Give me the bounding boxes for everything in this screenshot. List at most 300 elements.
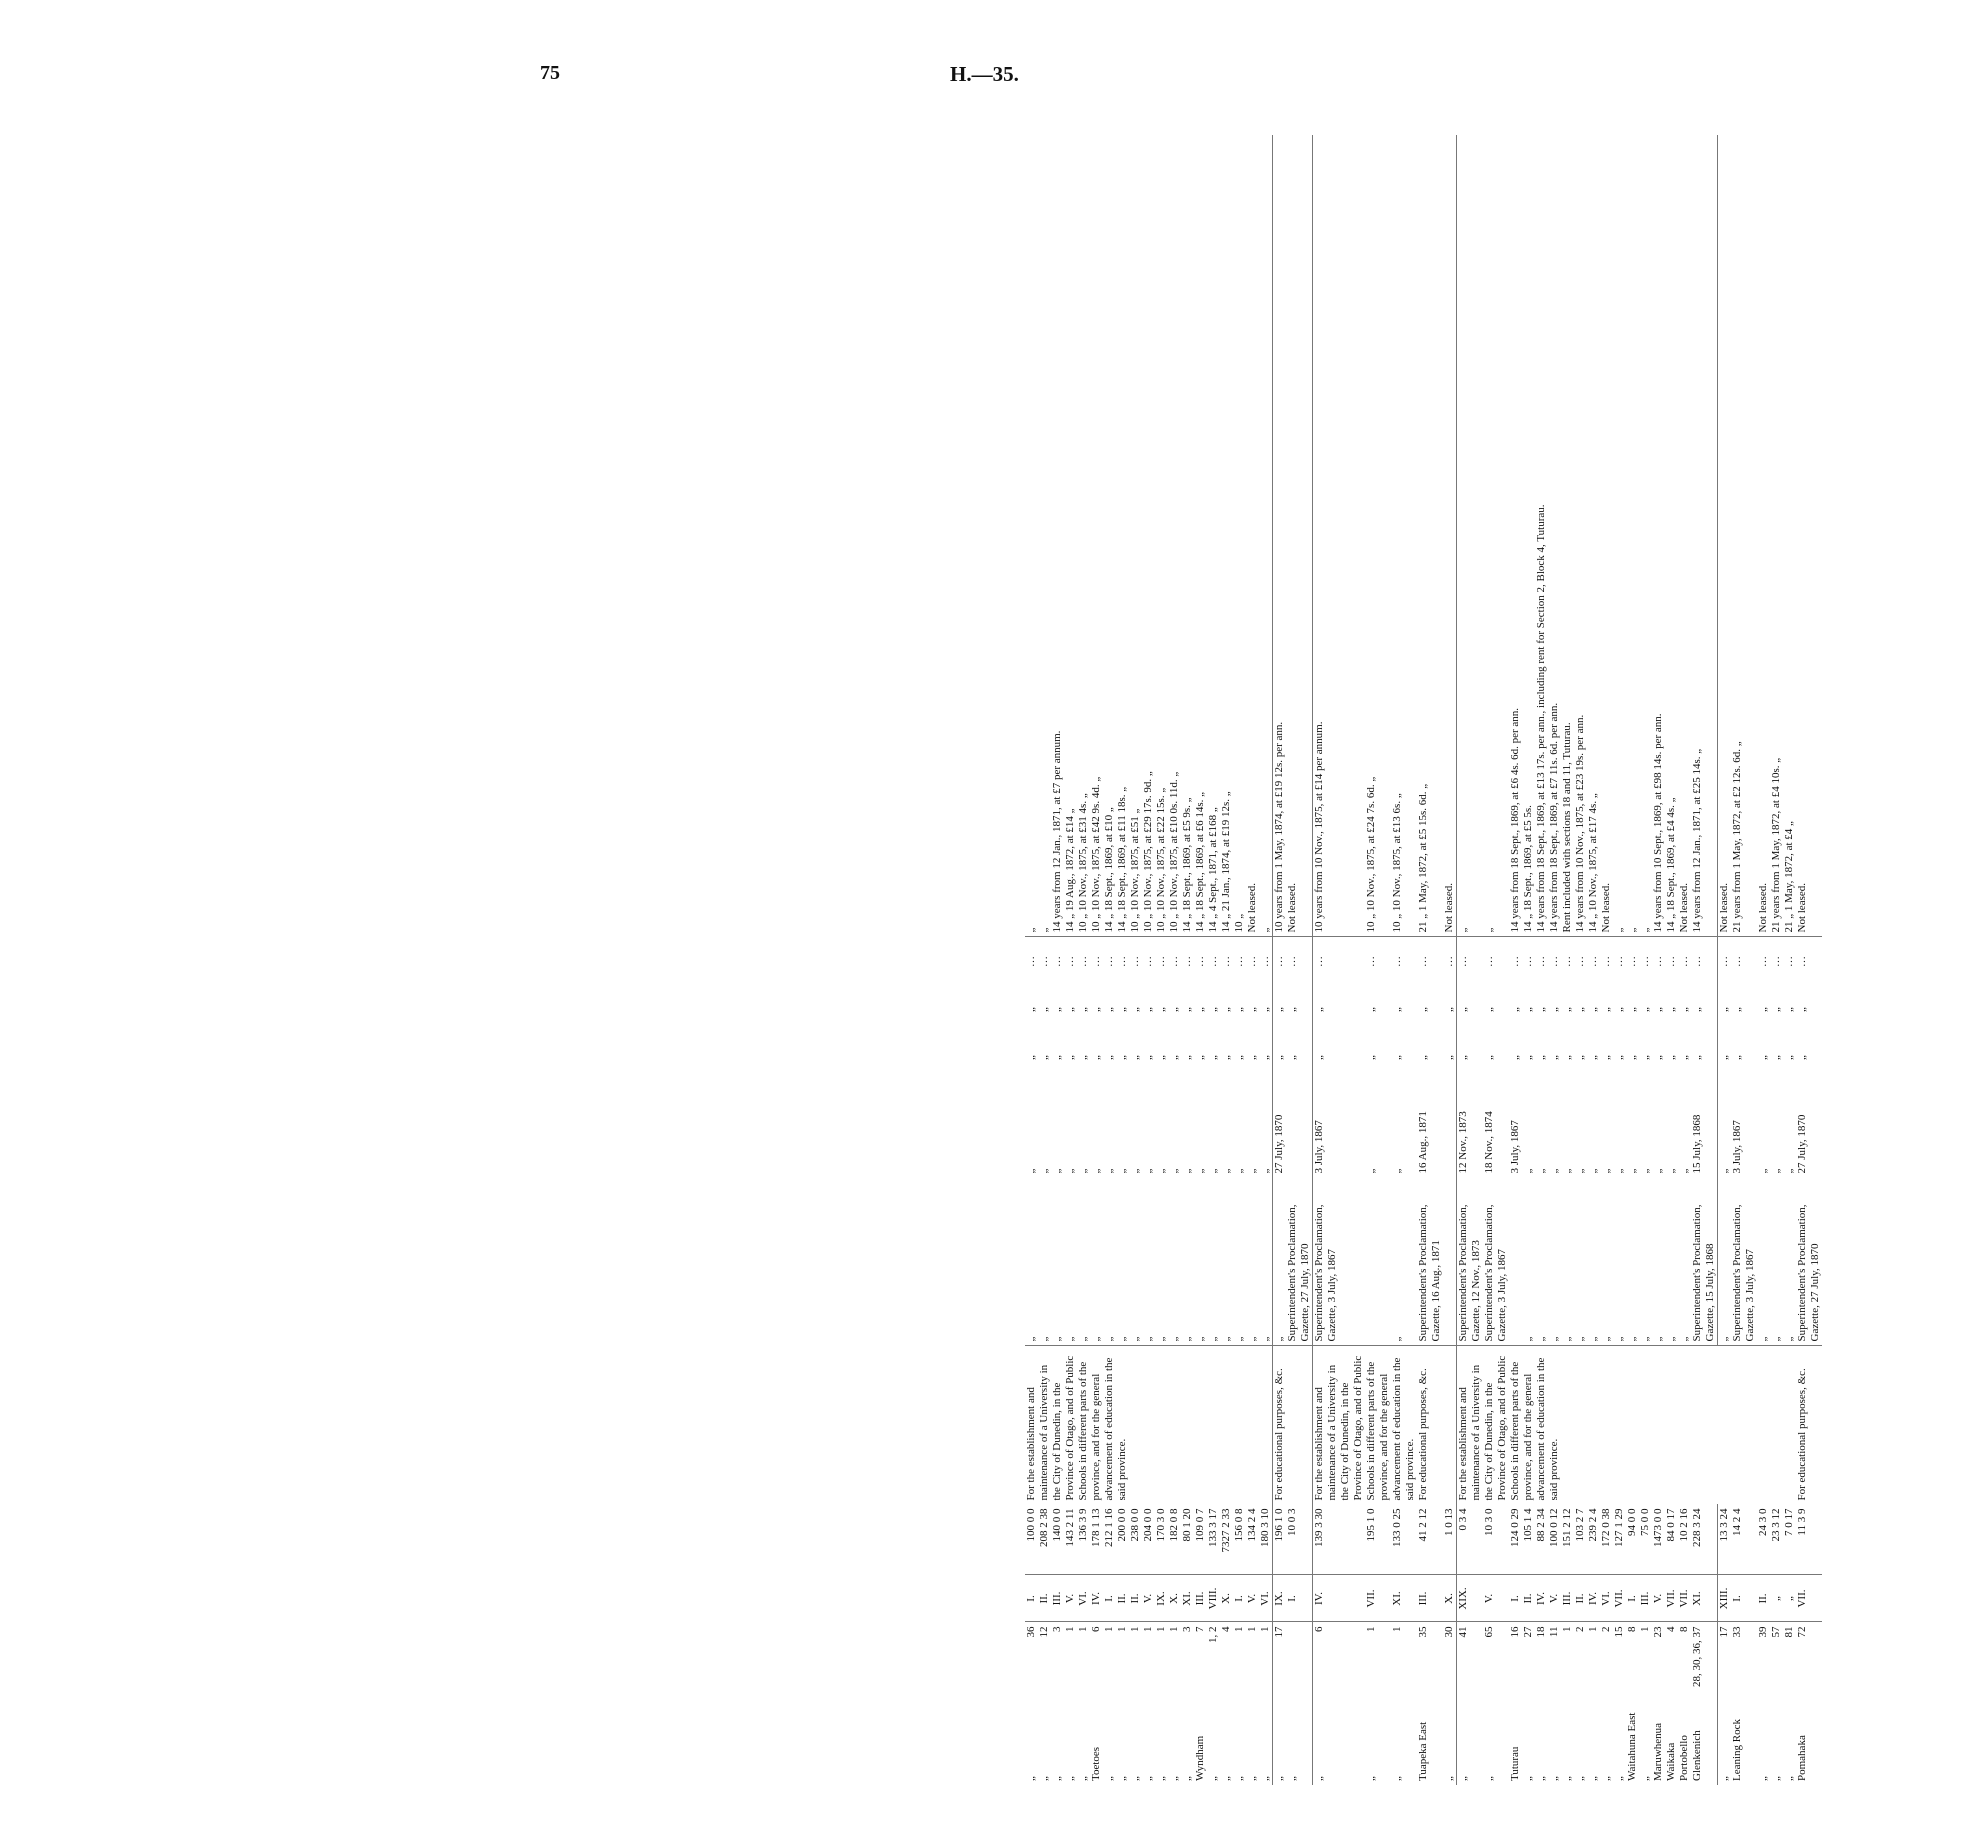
date-cell: „	[1639, 1168, 1651, 1174]
section-cell: 1	[1365, 1626, 1378, 1632]
ditto-cell: „	[1168, 1055, 1180, 1060]
authority-cell: Superintendent's Proclamation, Gazette, 15 July, 1868	[1691, 1178, 1718, 1347]
section-cell: 2	[1574, 1626, 1586, 1632]
section-cell: 6	[1313, 1622, 1366, 1691]
area-cell: 195 1 0	[1365, 1508, 1378, 1542]
authority-cell: „	[1391, 1178, 1417, 1347]
lease-cell: Not leased.	[1757, 883, 1769, 933]
block-cell: I.	[1626, 1575, 1639, 1622]
authority-cell: „	[1246, 1178, 1259, 1347]
lease-cell: 14 years from 12 Jan., 1871, at £25 14s. „	[1691, 748, 1703, 933]
block-cell: VII.	[1365, 1575, 1391, 1622]
date-cell: „	[1718, 1082, 1732, 1178]
lease-cell: „	[1259, 927, 1271, 933]
ditto-cell: „	[1391, 1055, 1404, 1060]
ditto-cell: „	[1273, 1034, 1287, 1082]
ditto-cell: „	[1639, 1007, 1651, 1012]
locality-cell: Waitahuna East	[1626, 1712, 1638, 1781]
ditto-cell: „	[1757, 1055, 1769, 1060]
area-cell: 100 0 12	[1548, 1508, 1560, 1547]
ditto-cell: „	[1600, 1007, 1612, 1012]
block-cell: II.	[1129, 1575, 1142, 1622]
table-row	[1548, 135, 1561, 1785]
ditto-cell: …	[1207, 937, 1220, 986]
authority-cell: „	[1259, 1178, 1273, 1347]
area-cell: 133 0 25	[1391, 1508, 1404, 1547]
ditto-cell: „	[1548, 1055, 1560, 1060]
ditto-cell: „	[1718, 986, 1732, 1034]
lease-cell: 14 years from 10 Nov., 1875, at £23 19s. per ann.	[1574, 714, 1586, 933]
section-cell: 28, 30, 36, 37	[1691, 1626, 1703, 1687]
table-row	[1259, 135, 1273, 1785]
area-cell: 200 0 0	[1116, 1508, 1128, 1542]
ditto-cell: „	[1509, 1055, 1521, 1060]
ditto-cell: „	[1731, 1055, 1743, 1060]
ditto-cell: „	[1652, 1007, 1664, 1012]
locality-cell: „	[1077, 1776, 1089, 1781]
area-cell: 94 0 0	[1626, 1508, 1638, 1536]
date-cell: „	[1116, 1168, 1128, 1174]
ditto-cell: …	[1259, 937, 1273, 986]
authority-cell: „	[1548, 1178, 1561, 1347]
table-row	[1313, 135, 1366, 1785]
area-cell: 109 0 7	[1194, 1508, 1206, 1542]
ditto-cell: „	[1691, 1007, 1703, 1012]
ditto-cell: „	[1259, 1007, 1271, 1012]
ditto-cell: „	[1691, 1055, 1703, 1060]
area-cell: 14 2 4	[1731, 1508, 1743, 1536]
lease-cell: 10 „ 10 Nov., 1875, at £51 „	[1129, 808, 1141, 933]
table-row	[1443, 135, 1457, 1785]
table-row	[1246, 135, 1259, 1785]
ditto-cell: „	[1207, 1007, 1219, 1012]
section-cell: 8	[1678, 1626, 1690, 1632]
ditto-cell: „	[1155, 1055, 1167, 1060]
date-cell: „	[1613, 1168, 1625, 1174]
table-row	[1509, 135, 1522, 1785]
authority-cell: „	[1116, 1178, 1129, 1347]
date-cell: „	[1626, 1168, 1638, 1174]
section-cell: 65	[1483, 1626, 1495, 1638]
authority-cell: Superintendent's Proclamation, Gazette, 27 July, 1870	[1796, 1178, 1822, 1347]
table-row	[1155, 135, 1168, 1785]
section-cell: 1	[1155, 1626, 1167, 1632]
ditto-cell: „	[1051, 1007, 1063, 1012]
table-row	[1757, 135, 1770, 1785]
locality-cell: „	[1639, 1776, 1651, 1781]
ditto-cell: „	[1483, 1007, 1495, 1012]
area-cell: 24 3 0	[1757, 1508, 1769, 1536]
lease-cell: „	[1038, 927, 1050, 933]
section-cell: 1	[1064, 1626, 1076, 1632]
date-cell: „	[1220, 1168, 1232, 1174]
ditto-cell: „	[1783, 1007, 1795, 1012]
lease-cell: Not leased.	[1718, 135, 1732, 937]
ditto-cell: „	[1626, 1007, 1638, 1012]
locality-cell: „	[1535, 1776, 1547, 1781]
authority-cell: „	[1678, 1178, 1691, 1347]
lease-cell: 14 „ 4 Sept., 1871, at £168 „	[1207, 807, 1219, 933]
date-cell: „	[1207, 1168, 1219, 1174]
block-cell: I.	[1233, 1575, 1246, 1622]
ditto-cell: …	[1535, 937, 1548, 986]
table-row	[1220, 135, 1233, 1785]
ditto-cell: „	[1574, 1007, 1586, 1012]
lease-cell: „	[1025, 927, 1037, 933]
section-cell: 72	[1796, 1626, 1808, 1638]
ditto-cell: …	[1783, 937, 1796, 986]
authority-cell: „	[1181, 1178, 1194, 1347]
block-cell: VIII.	[1207, 1575, 1220, 1622]
locality-cell: Tuturau	[1509, 1746, 1521, 1781]
section-cell: 8	[1626, 1626, 1638, 1632]
ditto-cell: „	[1665, 1007, 1677, 1012]
date-cell: „	[1129, 1168, 1141, 1174]
locality-cell: „	[1600, 1776, 1612, 1781]
ditto-cell: „	[1522, 1007, 1534, 1012]
block-cell: X.	[1220, 1575, 1233, 1622]
lease-cell: „	[1483, 927, 1495, 933]
ditto-cell: „	[1090, 1007, 1102, 1012]
section-cell: 1	[1168, 1626, 1180, 1632]
table-row	[1574, 135, 1587, 1785]
area-cell: 172 0 38	[1600, 1508, 1612, 1547]
ditto-cell: „	[1587, 1055, 1599, 1060]
ditto-cell: …	[1443, 937, 1457, 986]
ditto-cell: …	[1483, 937, 1509, 986]
ditto-cell: „	[1129, 1007, 1141, 1012]
purpose-cell: For the establishment and maintenance of a University in the City of Dunedin, in the Province of Otago, and of Public Schools in different parts of the province, and for the general advancement of education in the said province.	[1457, 1346, 1797, 1505]
ditto-cell: …	[1678, 937, 1691, 986]
block-cell: VI.	[1259, 1575, 1273, 1622]
ditto-cell: „	[1600, 1055, 1612, 1060]
ditto-cell: …	[1220, 937, 1233, 986]
date-cell: „	[1181, 1168, 1193, 1174]
locality-cell: „	[1220, 1776, 1232, 1781]
block-cell: II.	[1522, 1575, 1535, 1622]
block-cell: X.	[1443, 1575, 1457, 1622]
section-cell: 4	[1220, 1626, 1232, 1632]
block-cell: III.	[1561, 1575, 1574, 1622]
date-cell: „	[1194, 1168, 1206, 1174]
area-cell: 88 2 34	[1535, 1508, 1547, 1542]
ditto-cell: …	[1194, 937, 1207, 986]
section-cell: 57	[1770, 1626, 1782, 1638]
block-cell: II.	[1038, 1575, 1051, 1622]
ditto-cell: „	[1457, 986, 1484, 1034]
date-cell: „	[1155, 1168, 1167, 1174]
section-cell: 2	[1600, 1626, 1612, 1632]
table-row	[1522, 135, 1535, 1785]
locality-cell: „	[1038, 1776, 1050, 1781]
block-cell: II.	[1116, 1575, 1129, 1622]
section-cell: 1	[1561, 1626, 1573, 1632]
lease-cell: 21 „ 1 May, 1872, at £5 15s. 6d. „	[1417, 783, 1429, 933]
locality-cell: Maruwhenua	[1652, 1722, 1664, 1781]
ditto-cell: …	[1522, 937, 1535, 986]
purpose-cell: For educational purposes, &c.	[1273, 1346, 1313, 1505]
date-cell: „	[1600, 1168, 1612, 1174]
date-cell: 16 Aug., 1871	[1417, 1111, 1429, 1174]
ditto-cell: „	[1796, 1007, 1808, 1012]
ditto-cell: „	[1783, 1055, 1795, 1060]
ditto-cell: …	[1652, 937, 1665, 986]
ditto-cell: „	[1246, 1007, 1258, 1012]
date-cell: „	[1587, 1168, 1599, 1174]
locality-cell: „	[1181, 1776, 1193, 1781]
area-cell: 100 0 0	[1025, 1508, 1037, 1542]
ditto-cell: „	[1286, 1055, 1298, 1060]
ditto-cell: „	[1038, 1055, 1050, 1060]
locality-cell: „	[1365, 1776, 1378, 1781]
ditto-cell: „	[1313, 986, 1366, 1034]
area-cell: 133 3 17	[1207, 1508, 1219, 1547]
ditto-cell: „	[1718, 1034, 1732, 1082]
ditto-cell: …	[1548, 937, 1561, 986]
block-cell: XIII.	[1718, 1575, 1732, 1622]
area-cell: 134 2 4	[1246, 1508, 1258, 1542]
block-cell: V.	[1483, 1575, 1509, 1622]
block-cell: XI.	[1391, 1575, 1417, 1622]
section-cell: 39	[1757, 1626, 1769, 1638]
table-row	[1194, 135, 1207, 1785]
reserves-table	[1025, 135, 1822, 1785]
ditto-cell: …	[1417, 937, 1443, 986]
ditto-cell: …	[1077, 937, 1090, 986]
date-cell: „	[1678, 1168, 1690, 1174]
locality-cell: „	[1025, 1776, 1037, 1781]
ditto-cell: „	[1731, 1007, 1743, 1012]
area-cell: 23 3 12	[1770, 1508, 1782, 1542]
date-cell: „	[1652, 1168, 1664, 1174]
authority-cell: Superintendent's Proclamation, Gazette, 3 July, 1867	[1483, 1178, 1509, 1347]
ditto-cell: …	[1718, 937, 1732, 986]
section-cell: 1	[1587, 1626, 1599, 1632]
date-cell: „	[1561, 1168, 1573, 1174]
ditto-cell: …	[1233, 937, 1246, 986]
lease-cell: „	[1626, 927, 1638, 933]
block-cell: I.	[1103, 1575, 1116, 1622]
ditto-cell: „	[1025, 1055, 1037, 1060]
section-cell: 23	[1652, 1626, 1664, 1638]
date-cell: „	[1535, 1168, 1547, 1174]
section-cell: 1	[1103, 1626, 1115, 1632]
block-cell: I.	[1025, 1575, 1038, 1622]
area-cell: 10 0 3	[1286, 1508, 1298, 1536]
ditto-cell: „	[1194, 1055, 1206, 1060]
date-cell: „	[1574, 1168, 1586, 1174]
authority-cell: „	[1613, 1178, 1626, 1347]
lease-cell: 14 „ 18 Sept., 1869, at £4 4s. „	[1665, 797, 1677, 933]
table-row	[1718, 135, 1732, 1785]
area-cell: 80 1 20	[1181, 1508, 1193, 1542]
purpose-cell: For the establishment and maintenance of a University in the City of Dunedin, in the Province of Otago, and of Public Schools in different parts of the province, and for the general advancement of education in the said province.	[1313, 1346, 1418, 1505]
lease-cell: 10 „ 10 Nov., 1875, at £13 6s. „	[1391, 793, 1404, 933]
area-cell: 140 0 0	[1051, 1508, 1063, 1542]
block-cell: IX.	[1155, 1575, 1168, 1622]
section-cell: 41	[1457, 1622, 1484, 1691]
area-cell: 239 2 4	[1587, 1508, 1599, 1542]
authority-cell: „	[1155, 1178, 1168, 1347]
lease-cell: 10 „ 10 Nov., 1875, at £10 0s. 11d. „	[1168, 771, 1180, 933]
authority-cell: „	[1090, 1178, 1103, 1347]
lease-cell: 10 „ 10 Nov., 1875, at £22 15s. „	[1155, 787, 1167, 933]
area-cell: 7327 2 33	[1220, 1508, 1232, 1553]
table-row	[1613, 135, 1626, 1785]
section-cell: 17	[1273, 1622, 1287, 1691]
authority-cell: „	[1757, 1178, 1770, 1347]
area-cell: 238 0 0	[1129, 1508, 1141, 1542]
table-row	[1561, 135, 1574, 1785]
ditto-cell: „	[1391, 1007, 1404, 1012]
area-cell: 170 3 0	[1155, 1508, 1167, 1542]
ditto-cell: „	[1142, 1007, 1154, 1012]
ditto-cell: „	[1051, 1055, 1063, 1060]
authority-cell: „	[1051, 1178, 1064, 1347]
date-cell: 15 July, 1868	[1691, 1114, 1703, 1174]
locality-cell: „	[1443, 1776, 1455, 1781]
ditto-cell: „	[1574, 1055, 1586, 1060]
ditto-cell: „	[1077, 1007, 1089, 1012]
block-cell: V.	[1652, 1575, 1665, 1622]
block-cell: IX.	[1273, 1575, 1287, 1622]
ditto-cell: „	[1522, 1055, 1534, 1060]
lease-cell: 14 „ 18 Sept., 1869, at £5 5s.	[1522, 805, 1534, 933]
ditto-cell: …	[1155, 937, 1168, 986]
table-row	[1731, 135, 1757, 1785]
area-cell: 180 3 10	[1259, 1508, 1271, 1547]
table-row	[1535, 135, 1548, 1785]
ditto-cell: …	[1090, 937, 1103, 986]
lease-cell: 10 „ 10 Nov., 1875, at £29 17s. 9d. „	[1142, 771, 1154, 933]
ditto-cell: …	[1457, 937, 1484, 986]
block-cell: III.	[1639, 1575, 1652, 1622]
locality-cell: „	[1051, 1776, 1063, 1781]
authority-cell: „	[1103, 1178, 1116, 1347]
lease-cell: 10 „ 10 Nov., 1875, at £24 7s. 6d. „	[1365, 776, 1378, 933]
lease-cell: Not leased.	[1796, 883, 1808, 933]
date-cell: „	[1365, 1168, 1378, 1174]
table-row	[1691, 135, 1718, 1785]
purpose-cell: For educational purposes, &c.	[1417, 1368, 1429, 1501]
table-row	[1417, 135, 1443, 1785]
lease-cell: Not leased.	[1678, 883, 1690, 933]
date-cell: 3 July, 1867	[1509, 1120, 1521, 1174]
locality-cell: „	[1273, 1691, 1287, 1785]
authority-cell	[1509, 1178, 1522, 1347]
block-cell: VI.	[1600, 1575, 1613, 1622]
authority-cell: „	[1142, 1178, 1155, 1347]
locality-cell: „	[1770, 1776, 1782, 1781]
locality-cell: „	[1103, 1776, 1115, 1781]
table-row	[1207, 135, 1220, 1785]
block-cell: VII.	[1678, 1575, 1691, 1622]
lease-cell: Not leased.	[1600, 883, 1612, 933]
ditto-cell: …	[1613, 937, 1626, 986]
locality-cell: Wyndham	[1194, 1735, 1206, 1781]
ditto-cell: …	[1639, 937, 1652, 986]
section-cell: 35	[1417, 1626, 1429, 1638]
locality-cell: „	[1233, 1776, 1245, 1781]
section-cell: 1, 2	[1207, 1626, 1219, 1643]
ditto-cell: „	[1116, 1055, 1128, 1060]
locality-cell: Leaning Rock	[1731, 1718, 1743, 1781]
block-cell: III.	[1194, 1575, 1207, 1622]
area-cell: 151 2 12	[1561, 1508, 1573, 1547]
ditto-cell: „	[1535, 1055, 1547, 1060]
table-row	[1457, 135, 1484, 1785]
ditto-cell: „	[1142, 1055, 1154, 1060]
locality-cell: „	[1064, 1776, 1076, 1781]
lease-cell: 14 years from 18 Sept., 1869, at £13 17s. per ann., including rent for Section 2, Block 4, Tuturau.	[1535, 504, 1547, 933]
block-cell: „	[1783, 1575, 1796, 1622]
authority-cell: „	[1639, 1178, 1652, 1347]
block-cell: XI.	[1691, 1575, 1718, 1622]
date-cell: „	[1051, 1168, 1063, 1174]
authority-cell	[1365, 1178, 1391, 1347]
date-cell: „	[1038, 1168, 1050, 1174]
area-cell: 13 3 24	[1718, 1505, 1732, 1576]
ditto-cell: …	[1025, 937, 1038, 986]
table-row	[1129, 135, 1142, 1785]
ditto-cell: „	[1770, 1055, 1782, 1060]
locality-cell: Glenkenich	[1691, 1730, 1703, 1781]
block-cell: V.	[1246, 1575, 1259, 1622]
ditto-cell: …	[1796, 937, 1822, 986]
authority-cell: „	[1535, 1178, 1548, 1347]
locality-cell: „	[1757, 1776, 1769, 1781]
section-cell: 15	[1613, 1626, 1625, 1638]
ditto-cell: „	[1678, 1055, 1690, 1060]
rotated-table-container	[1025, 135, 1965, 1785]
section-cell: 18	[1535, 1626, 1547, 1638]
table-row	[1483, 135, 1509, 1785]
ditto-cell: …	[1064, 937, 1077, 986]
authority-cell: „	[1783, 1178, 1796, 1347]
table-row	[1168, 135, 1181, 1785]
block-cell: III.	[1051, 1575, 1064, 1622]
lease-cell: 14 years from 18 Sept., 1869, at £6 4s. 6d. per ann.	[1509, 707, 1521, 933]
ditto-cell: …	[1246, 937, 1259, 986]
section-cell: 36	[1025, 1626, 1037, 1638]
section-cell: 4	[1665, 1626, 1677, 1632]
date-cell	[1286, 1082, 1313, 1178]
ditto-cell: „	[1233, 1055, 1245, 1060]
locality-cell: „	[1457, 1691, 1484, 1785]
locality-cell: „	[1168, 1776, 1180, 1781]
locality-cell: „	[1783, 1776, 1795, 1781]
table-row	[1051, 135, 1064, 1785]
locality-cell: „	[1207, 1776, 1219, 1781]
table-row	[1090, 135, 1103, 1785]
ditto-cell: „	[1757, 1007, 1769, 1012]
ditto-cell: „	[1064, 1007, 1076, 1012]
section-cell: 7	[1194, 1626, 1206, 1632]
ditto-cell: „	[1116, 1007, 1128, 1012]
date-cell: „	[1142, 1168, 1154, 1174]
ditto-cell: „	[1613, 1055, 1625, 1060]
section-cell: 1	[1233, 1626, 1245, 1632]
locality-cell: „	[1574, 1776, 1586, 1781]
locality-cell: „	[1155, 1776, 1167, 1781]
date-cell: 3 July, 1867	[1313, 1082, 1366, 1178]
locality-cell: „	[1142, 1776, 1154, 1781]
ditto-cell: „	[1535, 1007, 1547, 1012]
ditto-cell: …	[1313, 937, 1366, 986]
authority-cell: Superintendent's Proclamation, Gazette, 16 Aug., 1871	[1417, 1178, 1443, 1347]
ditto-cell: „	[1509, 1007, 1521, 1012]
ditto-cell: „	[1103, 1007, 1115, 1012]
